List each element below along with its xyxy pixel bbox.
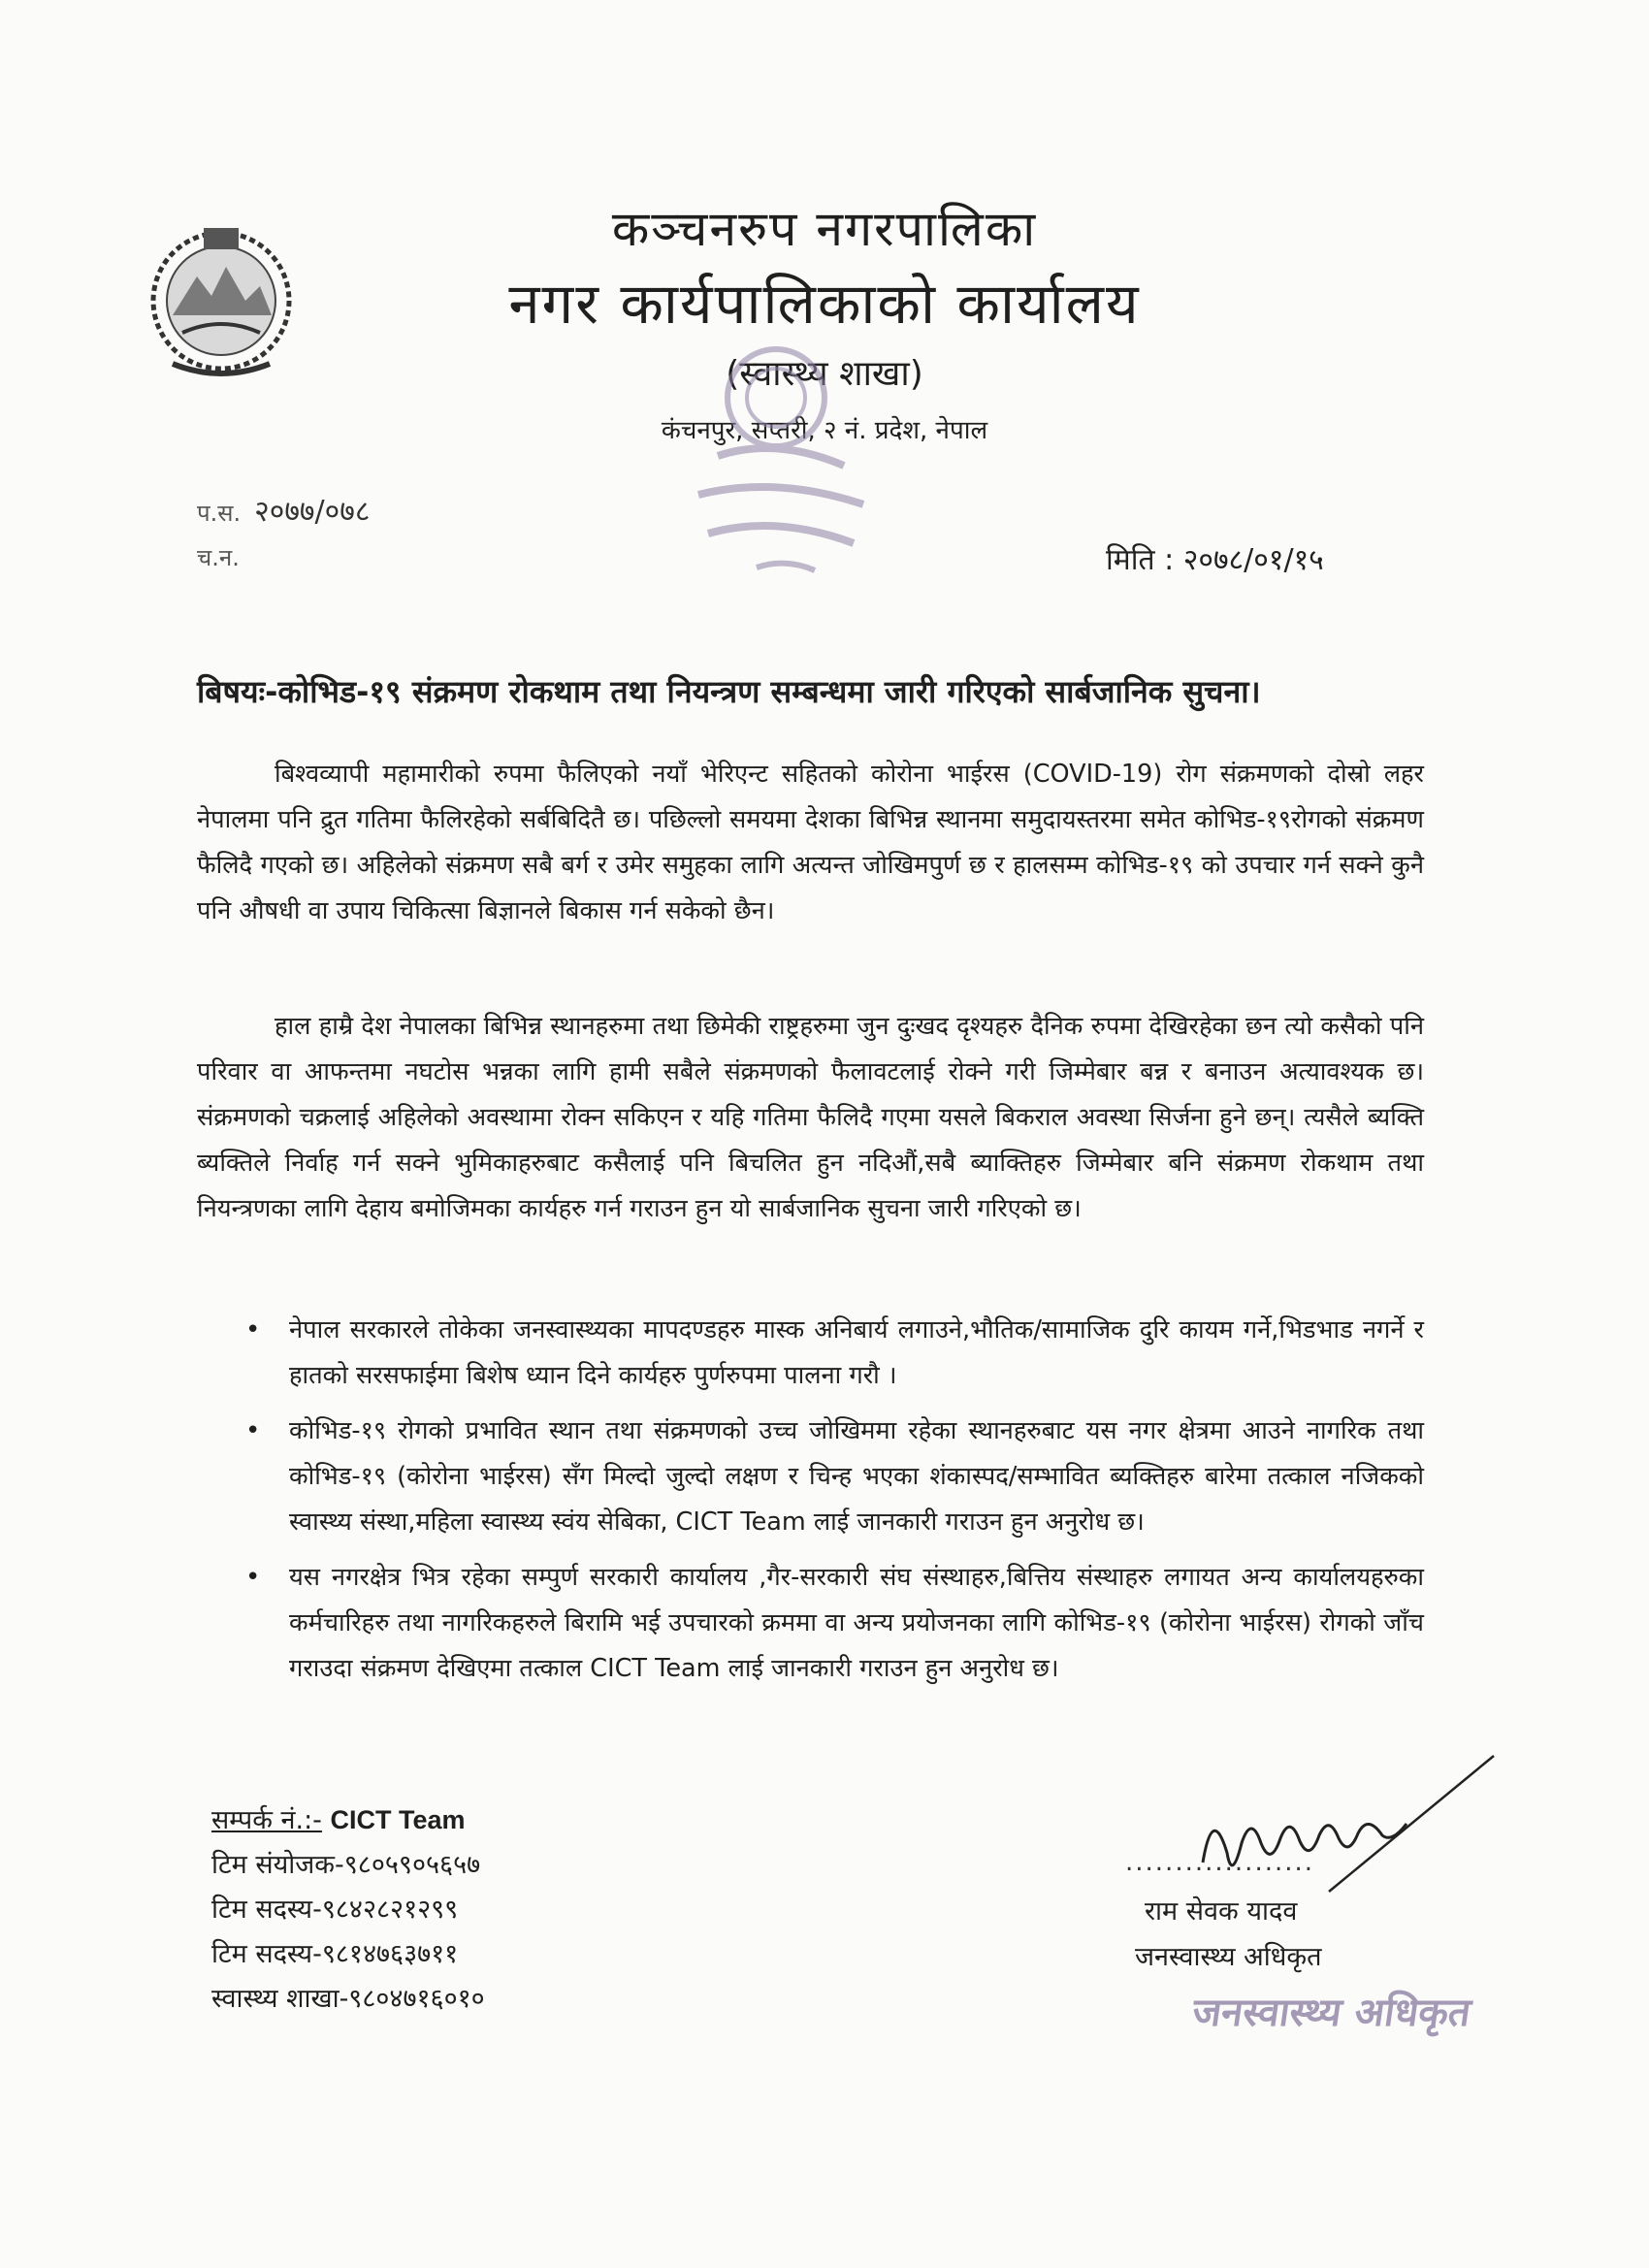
nepal-emblem-icon: [144, 218, 299, 378]
contact-block: [211, 1798, 485, 2022]
list-item: • कोभिड-१९ रोगको प्रभावित स्थान तथा संक्रमणको उच्च जोखिममा रहेका स्थानहरुबाट यस नगर क्षेत्रमा आउने नागरिक तथा कोभिड-१९ (कोरोना भाईरस) सँग मिल्दो जुल्दो लक्षण र चिन्ह भएका शंकास्पद/सम्भावित ब्यक्तिहरु बारेमा तत्काल नजिकको स्वास्थ्य संस्था,महिला स्वास्थ्य स्वंय सेबिका, CICT Team लाई जानकारी गराउन हुन अनुरोध छ।: [197, 1409, 1424, 1545]
contact-item: स्वास्थ्य शाखा-९८०४७१६०१०: [211, 1984, 485, 2014]
reference-number: [197, 490, 370, 530]
cn-label: च.न.: [197, 544, 240, 571]
list-item: • यस नगरक्षेत्र भित्र रहेका सम्पुर्ण सरकारी कार्यालय ,गैर-सरकारी संघ संस्थाहरु,बित्तिय संस्थाहरु लगायत अन्य कार्यालयहरुका कर्मचारिहरु तथा नागरिकहरुले बिरामि भई उपचारको क्रममा वा अन्य प्रयोजनका लागि कोभिड-१९ (कोरोना भाईरस) रोगको जाँच गराउदा संक्रमण देखिएमा तत्काल CICT Team लाई जानकारी गराउन हुन अनुरोध छ।: [197, 1555, 1424, 1692]
notice-subject: बिषयः-कोभिड-१९ संक्रमण रोकथाम तथा नियन्त्रण सम्बन्धमा जारी गरिएको सार्बजानिक सुचना।: [197, 673, 1261, 710]
office-address: कंचनपुर, सप्तरी, २ नं. प्रदेश, नेपाल: [661, 416, 988, 445]
contact-team: CICT Team: [330, 1805, 466, 1834]
instruction-list: [197, 1308, 1424, 1701]
signatory-name: राम सेवक यादव: [1145, 1896, 1298, 1927]
list-item: • नेपाल सरकारले तोकेका जनस्वास्थ्यका मापदण्डहरु मास्क अनिबार्य लगाउने,भौतिक/सामाजिक दुरि कायम गर्ने,भिडभाड नगर्ने र हातको सरसफाईमा बिशेष ध्यान दिने कार्यहरु पुर्णरुपमा पालना गरौ ।: [197, 1308, 1424, 1399]
dispatch-number: [197, 541, 253, 573]
municipality-name: कञ्चनरुप नगरपालिका: [611, 201, 1038, 257]
designation-stamp: जनस्वास्थ्य अधिकृत: [1189, 1990, 1474, 2035]
ps-label: प.स.: [197, 500, 242, 527]
office-name: नगर कार्यपालिकाको कार्यालय: [508, 271, 1141, 337]
office-seal-icon: [660, 320, 912, 592]
contact-item: टिम सदस्य-९८४२८२१२९९: [211, 1895, 459, 1925]
signature-block: [1096, 1746, 1504, 2037]
contact-title: सम्पर्क नं.:-: [211, 1805, 322, 1835]
ps-value: २०७७/०७८: [254, 495, 371, 529]
paragraph-1: बिश्वव्यापी महामारीको रुपमा फैलिएको नयाँ भेरिएन्ट सहितको कोरोना भाईरस (COVID-19) रोग संक्रमणको दोस्रो लहर नेपालमा पनि द्रुत गतिमा फैलिरहेको सर्बबिदितै छ। पछिल्लो समयमा देशका बिभिन्न स्थानमा समुदायस्तरमा समेत कोभिड-१९रोगको संक्रमण फैलिदै गएको छ। अहिलेको संक्रमण सबै बर्ग र उमेर समुहका लागि अत्यन्त जोखिमपुर्ण छ र हालसम्म कोभिड-१९ को उपचार गर्न सक्ने कुनै पनि औषधी वा उपाय चिकित्सा बिज्ञानले बिकास गर्न सकेको छैन।: [197, 760, 1424, 925]
signatory-title: जनस्वास्थ्य अधिकृत: [1135, 1942, 1322, 1972]
signature-line: ...................: [1125, 1848, 1315, 1877]
handwritten-signature-icon: [1183, 1746, 1504, 1901]
branch-name: (स्वास्थ्य शाखा): [726, 354, 923, 394]
paragraph-2: हाल हाम्रै देश नेपालका बिभिन्न स्थानहरुमा तथा छिमेकी राष्ट्रहरुमा जुन दुःखद दृश्यहरु दैनिक रुपमा देखिरहेका छन त्यो कसैको पनि परिवार वा आफन्तमा नघटोस भन्नका लागि हामी सबैले संक्रमणको फैलावटलाई रोक्ने गरी जिम्मेबार बन्न र बनाउन अत्यावश्यक छ। संक्रमणको चक्रलाई अहिलेको अवस्थामा रोक्न सकिएन र यहि गतिमा फैलिदै गएमा यसले बिकराल अवस्था सिर्जना हुने छन्। त्यसैले ब्यक्ति ब्यक्तिले निर्वाह गर्न सक्ने भुमिकाहरुबाट कसैलाई पनि बिचलित हुन नदिऔं,सबै ब्याक्तिहरु जिम्मेबार बनि संक्रमण रोकथाम तथा नियन्त्रणका लागि देहाय बमोजिमका कार्यहरु गर्न गराउन हुन यो सार्बजानिक सुचना जारी गरिएको छ।: [197, 1012, 1424, 1223]
contact-item: टिम संयोजक-९८०५९०५६५७: [211, 1850, 481, 1880]
notice-date: मिति : २०७८/०१/१५: [1106, 543, 1324, 577]
contact-item: टिम सदस्य-९८१४७६३७११: [211, 1939, 459, 1969]
